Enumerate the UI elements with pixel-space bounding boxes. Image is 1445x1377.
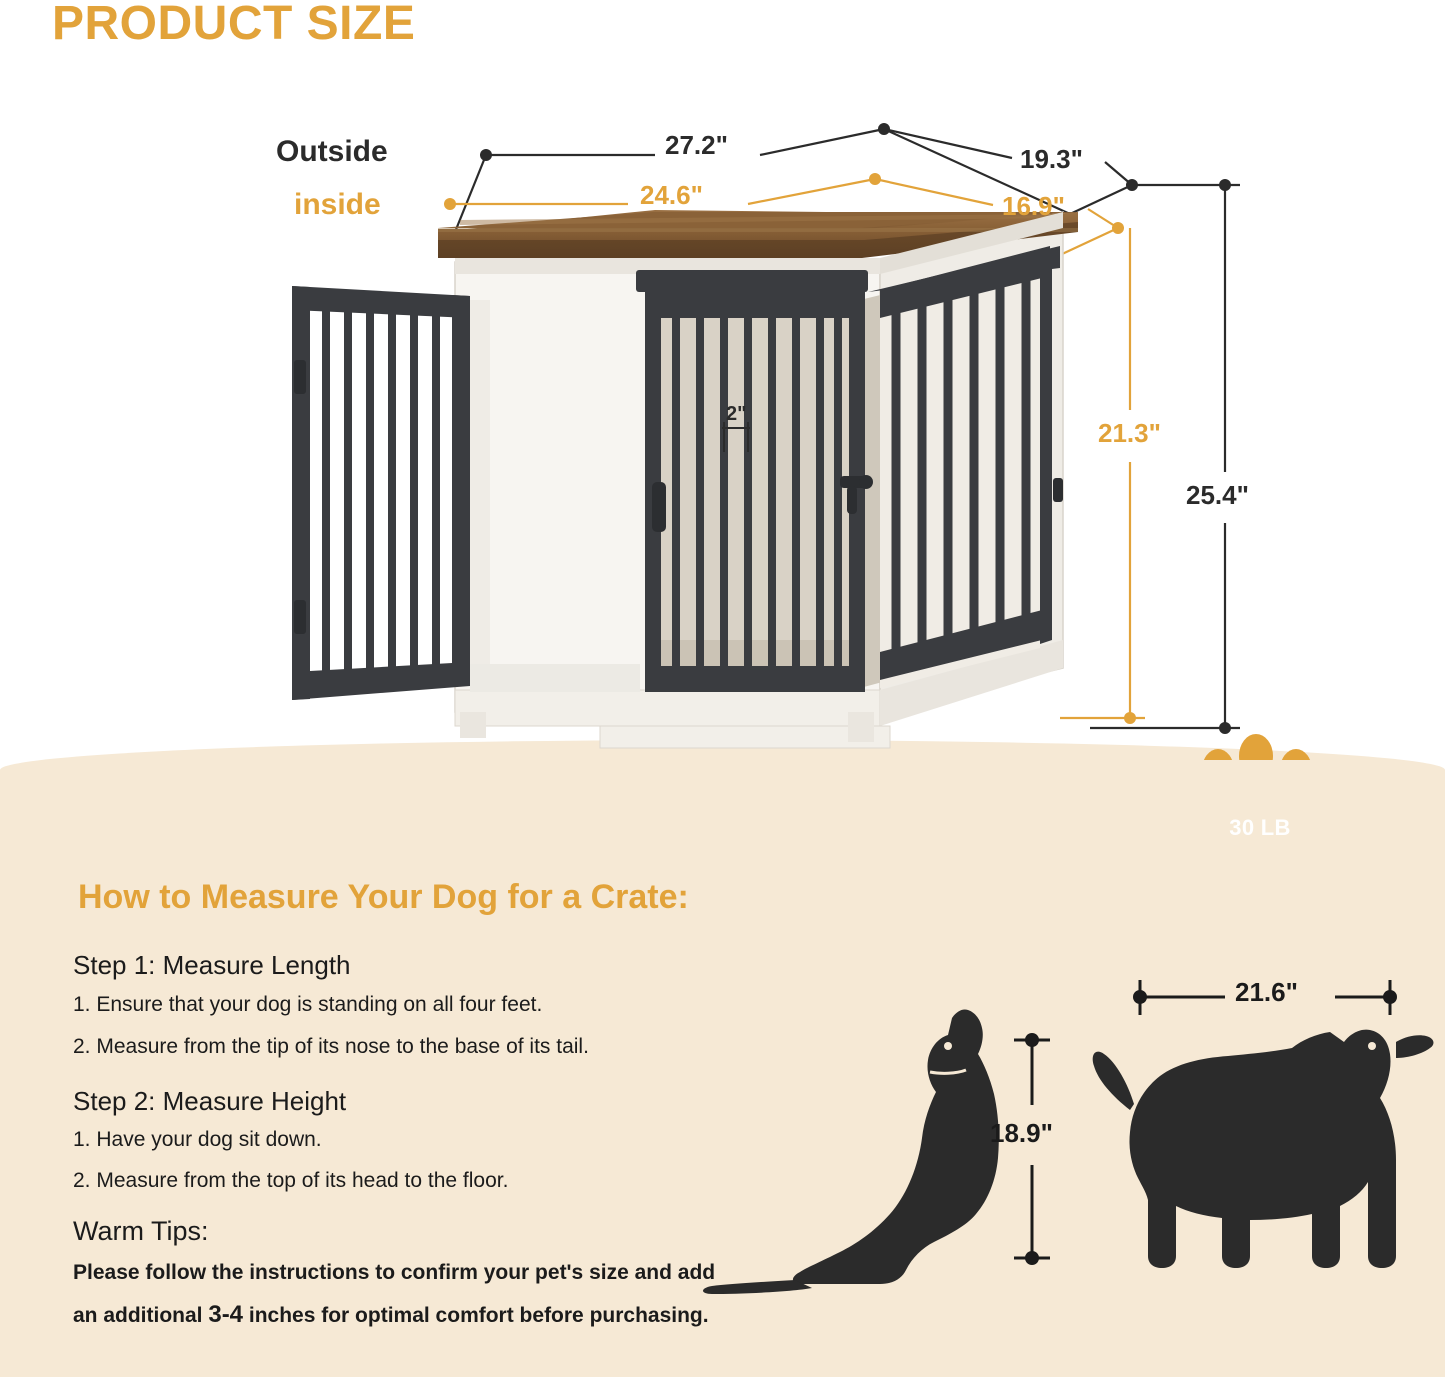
how-to-measure-title: How to Measure Your Dog for a Crate: [78, 878, 689, 916]
warm-tips-emphasis: 3-4 [208, 1301, 244, 1328]
warm-tips-line2-post: inches for optimal comfort before purchasing. [243, 1304, 709, 1327]
sitting-dog-silhouette [703, 1009, 999, 1294]
step1-line-1: 1. Ensure that your dog is standing on all four feet. [73, 993, 543, 1016]
dimension-inside-depth: 16.9" [1002, 191, 1065, 221]
legend-inside-label: inside [294, 188, 381, 221]
step2-heading: Step 2: Measure Height [73, 1086, 347, 1116]
step2-line-2: 2. Measure from the top of its head to the floor. [73, 1169, 509, 1192]
dimension-outside-height: 25.4" [1186, 480, 1249, 510]
dimension-outside-width: 27.2" [665, 130, 728, 160]
dog-height-dimension-line [1014, 1040, 1050, 1258]
dimension-inside-height: 21.3" [1098, 418, 1161, 448]
dog-height-dimension: 18.9" [990, 1118, 1053, 1148]
warm-tips-line2-pre: an additional [73, 1304, 209, 1327]
standing-dog-silhouette [1093, 1030, 1434, 1268]
step2-line-1: 1. Have your dog sit down. [73, 1128, 322, 1151]
warm-tips-line-1: Please follow the instructions to confirm your pet's size and add [73, 1261, 716, 1284]
dog-length-dimension: 21.6" [1235, 977, 1298, 1007]
page-title: PRODUCT SIZE [52, 0, 416, 50]
legend-outside-label: Outside [276, 135, 388, 168]
dimension-outside-depth: 19.3" [1020, 144, 1083, 174]
warm-tips-heading: Warm Tips: [73, 1216, 209, 1246]
step1-heading: Step 1: Measure Length [73, 950, 351, 980]
weight-badge-label: 30 LB [1229, 815, 1291, 840]
dimension-bar-spacing: 2" [726, 403, 747, 425]
dimension-inside-width: 24.6" [640, 180, 703, 210]
step1-line-2: 2. Measure from the tip of its nose to the base of its tail. [73, 1035, 589, 1058]
